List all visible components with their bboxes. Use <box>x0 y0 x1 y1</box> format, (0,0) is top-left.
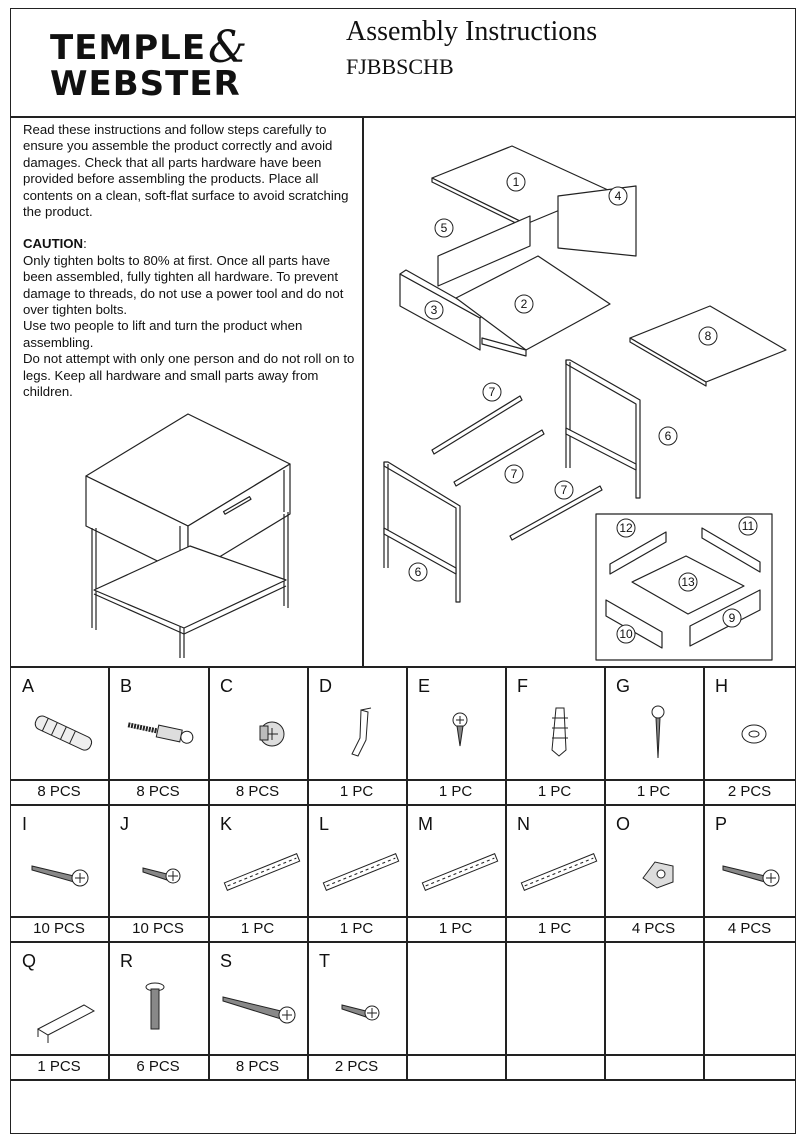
short-screw-icon <box>415 704 505 775</box>
caution-line: Only tighten bolts to 80% at first. Once all parts have been assembled, fully tighten all hardware. To prevent damage to threads, do not use a power tool and do not over tighten bolts. <box>23 252 344 318</box>
bolt-icon <box>117 979 207 1050</box>
part-label: 6 <box>414 565 422 579</box>
hardware-cell <box>208 804 307 941</box>
hardware-quantity: 1 PC <box>240 920 275 937</box>
drawer-runner-icon <box>415 842 505 913</box>
hardware-quantity: 1 PC <box>339 920 374 937</box>
hardware-letter: C <box>220 676 233 696</box>
caution-line: Use two people to lift and turn the product when assembling. <box>23 318 303 350</box>
part-label: 1 <box>512 175 520 189</box>
hardware-cell <box>307 804 406 941</box>
hardware-letter: I <box>22 814 28 834</box>
part-label: 5 <box>440 221 448 235</box>
exploded-parts-diagram <box>380 128 790 664</box>
part-label: 8 <box>704 329 712 343</box>
long-wood-screw-icon <box>217 979 307 1050</box>
hardware-letter: G <box>616 676 631 696</box>
hardware-quantity: 1 PC <box>438 920 473 937</box>
hardware-cell <box>108 804 208 941</box>
hardware-quantity: 8 PCS <box>136 783 180 800</box>
hardware-letter: P <box>715 814 728 834</box>
brand-logo <box>50 22 280 102</box>
hardware-letter: T <box>319 951 330 971</box>
small-screw-icon <box>117 842 207 913</box>
part-rail <box>432 396 522 454</box>
part-label: 11 <box>741 519 755 533</box>
hardware-quantity: 10 PCS <box>33 920 85 937</box>
hardware-letter: K <box>220 814 233 834</box>
hardware-letter: M <box>418 814 433 834</box>
cam-lock-icon <box>217 704 307 775</box>
hardware-cell <box>307 666 406 804</box>
hardware-quantity: 1 PC <box>537 783 572 800</box>
drawer-runner-icon <box>217 842 307 913</box>
part-leg-frame-left <box>384 462 460 602</box>
hardware-cell <box>604 804 703 941</box>
wall-plug-icon <box>514 704 604 775</box>
part-label: 7 <box>488 385 496 399</box>
hardware-cell <box>108 666 208 804</box>
hardware-letter: A <box>22 676 35 696</box>
hardware-letter: L <box>319 814 330 834</box>
hardware-quantity: 1 PC <box>636 783 671 800</box>
assembled-nightstand-illustration <box>78 408 300 660</box>
hardware-cell <box>406 666 505 804</box>
hardware-cell <box>505 666 604 804</box>
hardware-cell <box>10 804 108 941</box>
brand-ampersand: & <box>208 22 248 73</box>
part-label: 7 <box>510 467 518 481</box>
part-label: 7 <box>560 483 568 497</box>
hardware-cell <box>703 666 796 804</box>
instructions-text <box>23 122 363 401</box>
hardware-quantity: 8 PCS <box>235 1058 280 1075</box>
handle-icon <box>18 979 108 1050</box>
wooden-dowel-icon <box>18 704 108 775</box>
page-title: Assembly Instructions <box>346 16 598 47</box>
part-rail <box>454 430 544 486</box>
part-label: 10 <box>619 627 633 641</box>
hardware-letter: Q <box>22 951 37 971</box>
long-screw-icon <box>613 704 703 775</box>
drawer-runner-icon <box>316 842 406 913</box>
part-label: 4 <box>614 189 622 203</box>
hardware-letter: J <box>120 814 129 834</box>
part-label: 2 <box>520 297 528 311</box>
hardware-quantity: 8 PCS <box>37 783 81 800</box>
intro-paragraph: Read these instructions and follow steps carefully to ensure you assemble the product correctly and avoid damages. Check that all parts hardware have been provided before assembling the products. Place all contents on a clean, soft-flat surface to avoid scratching the product. <box>23 122 349 220</box>
hardware-quantity: 1 PC <box>339 783 374 800</box>
hardware-cell <box>703 804 796 941</box>
screw-icon <box>709 842 799 913</box>
hardware-letter: F <box>517 676 528 696</box>
hardware-letter: D <box>319 676 332 696</box>
hardware-cell <box>10 666 108 804</box>
caution-line: Do not attempt with only one person and do not roll on to legs. Keep all hardware and small parts away from children. <box>23 351 355 400</box>
screw-icon <box>18 842 108 913</box>
part-label: 3 <box>430 303 438 317</box>
hardware-quantity: 1 PC <box>438 783 473 800</box>
product-code: FJBBSCHB <box>346 54 454 79</box>
hardware-cell <box>108 941 208 1079</box>
washer-icon <box>709 704 799 775</box>
divider <box>10 116 796 118</box>
brand-line-2: WEBSTER <box>50 64 241 104</box>
hardware-quantity: 6 PCS <box>136 1058 180 1075</box>
hardware-letter: O <box>616 814 631 834</box>
divider <box>10 1079 796 1081</box>
hardware-cell <box>505 804 604 941</box>
part-label: 13 <box>681 575 695 589</box>
drawer-runner-icon <box>514 842 604 913</box>
hardware-quantity: 2 PCS <box>727 783 772 800</box>
hardware-quantity: 8 PCS <box>235 783 280 800</box>
small-screw-icon <box>316 979 406 1050</box>
hardware-letter: B <box>120 676 133 696</box>
hardware-letter: H <box>715 676 728 696</box>
hardware-cell <box>10 941 108 1079</box>
hardware-letter: N <box>517 814 530 834</box>
part-leg-frame-right <box>566 360 640 498</box>
caution-block <box>23 236 363 400</box>
hardware-quantity: 4 PCS <box>631 920 676 937</box>
part-label: 12 <box>619 521 633 535</box>
hardware-quantity: 4 PCS <box>727 920 772 937</box>
brand-line-1: TEMPLE <box>50 28 207 68</box>
caution-colon: : <box>83 236 87 252</box>
cam-bolt-icon <box>117 704 207 775</box>
caution-title: CAUTION <box>23 236 84 252</box>
part-label: 9 <box>728 611 736 625</box>
hardware-letter: R <box>120 951 133 971</box>
hardware-cell <box>208 941 307 1079</box>
hardware-quantity: 10 PCS <box>132 920 184 937</box>
hardware-cell <box>406 804 505 941</box>
hardware-cell <box>604 666 703 804</box>
hardware-quantity: 1 PC <box>537 920 572 937</box>
hardware-quantity: 2 PCS <box>334 1058 379 1075</box>
hardware-quantity: 1 PCS <box>37 1058 81 1075</box>
hardware-cell <box>208 666 307 804</box>
part-label: 6 <box>664 429 672 443</box>
hardware-letter: E <box>418 676 431 696</box>
corner-bracket-icon <box>613 842 703 913</box>
hardware-cell <box>307 941 406 1079</box>
hardware-letter: S <box>220 951 233 971</box>
anti-tip-strap-icon <box>316 704 406 775</box>
